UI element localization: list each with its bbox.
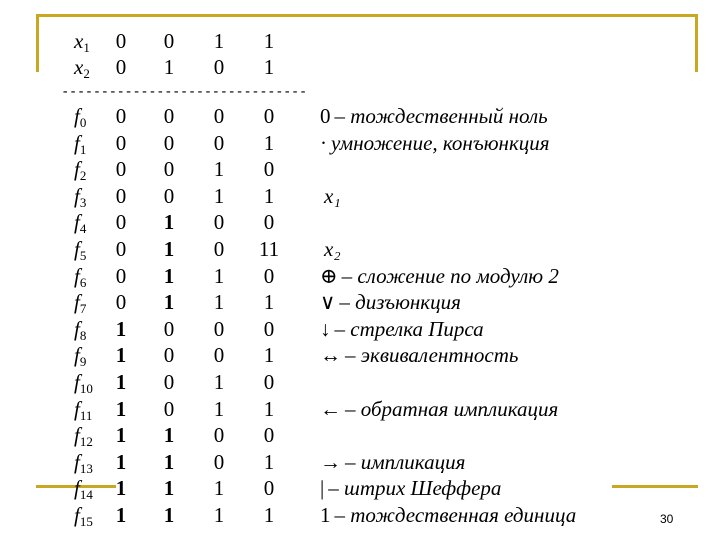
truth-value: 1 [213,370,225,394]
truth-value: 1 [263,290,275,315]
truth-value: 0 [263,104,275,128]
row-label: $f_9$ [74,343,87,370]
operation-symbol: ↓ [320,316,331,341]
truth-value: 0 [263,423,275,448]
truth-value: 0 [263,210,275,235]
truth-value: 1 [163,423,175,448]
function-description [320,130,550,156]
truth-value: 0 [115,55,127,79]
truth-value: 1 [213,183,225,208]
truth-value: 1 [213,29,225,53]
truth-value: 0 [115,183,127,208]
function-description [320,183,341,209]
row-label: $f_7$ [74,290,87,317]
truth-value: 0 [263,263,275,288]
truth-value: 1 [115,370,127,394]
operation-name: – обратная импликация [345,396,559,421]
operation-name: – стрелка Пирса [334,316,484,341]
truth-value: 1 [115,503,127,527]
operation-symbol: ⊕ [320,263,338,288]
truth-value: 1 [163,449,175,474]
row-label: $f_5$ [74,237,87,263]
truth-value: 0 [213,237,225,261]
truth-value: 0 [163,396,175,421]
truth-value: 1 [163,210,175,235]
row-label: $f_3$ [74,183,87,210]
truth-value: 0 [115,290,127,315]
truth-value: 1 [263,29,275,53]
row-label: $x_2$ [74,55,90,81]
truth-value: 1 [263,503,275,527]
truth-value: 0 [163,29,175,53]
truth-value: 0 [163,157,175,182]
operation-name: – тождественная единица [334,503,577,527]
row-label: $f_1$ [74,130,87,157]
operation-name: x₂ [324,237,341,261]
row-label: $x_1$ [74,29,90,55]
truth-value: 11 [258,237,280,261]
truth-value: 0 [163,316,175,341]
truth-value: 0 [163,130,175,155]
row-label: $f_0$ [74,104,87,130]
truth-value: 1 [263,55,275,79]
truth-value: 0 [115,237,127,261]
function-description [320,475,501,501]
truth-value: 1 [213,263,225,288]
row-label: $f_{13}$ [74,449,93,476]
truth-value: 0 [213,104,225,128]
table-separator: ------------------------------- [61,84,307,100]
truth-value: 1 [115,423,127,448]
row-label: $f_2$ [74,157,87,184]
operation-symbol: | [320,476,325,501]
truth-value: 1 [263,396,275,421]
truth-value: 0 [163,183,175,208]
truth-value: 0 [213,210,225,235]
truth-value: 0 [115,29,127,53]
truth-value: 1 [163,290,175,315]
truth-value: 0 [115,130,127,155]
operation-name: – тождественный ноль [334,104,548,128]
operation-name: умножение, конъюнкция [331,130,550,155]
truth-value: 1 [163,237,175,261]
function-description [320,396,558,422]
truth-value: 1 [115,449,127,474]
operation-symbol: ∨ [320,290,336,315]
truth-value: 0 [213,316,225,341]
function-description [320,449,465,475]
truth-value: 0 [115,263,127,288]
truth-value: 0 [213,423,225,448]
truth-value: 0 [213,130,225,155]
function-description [320,342,518,368]
row-label: $f_8$ [74,316,87,343]
row-label: $f_{15}$ [74,503,93,529]
truth-value: 1 [263,343,275,368]
operation-name: – импликация [345,449,466,474]
truth-value: 1 [163,263,175,288]
truth-value: 0 [115,104,127,128]
function-description [320,502,576,528]
row-label: $f_{12}$ [74,423,93,450]
row-label: $f_{14}$ [74,476,93,503]
truth-value: 1 [115,343,127,368]
page-number: 30 [660,512,674,526]
truth-value: 0 [213,449,225,474]
operation-symbol: · [320,130,327,155]
truth-value: 0 [213,343,225,368]
truth-value: 1 [163,503,175,527]
operation-name: x₁ [324,183,341,208]
truth-value: 1 [263,449,275,474]
truth-value: 0 [213,55,225,79]
truth-value: 1 [263,183,275,208]
truth-value: 0 [163,370,175,394]
truth-value: 1 [263,130,275,155]
function-description [320,103,548,129]
operation-symbol: ← [320,396,341,421]
truth-value: 0 [115,210,127,235]
operation-symbol: ↔ [320,343,341,368]
row-label: $f_{11}$ [74,396,93,423]
truth-value: 1 [213,157,225,182]
operation-name: – сложение по модулю 2 [341,263,559,288]
truth-value: 1 [115,396,127,421]
row-label: $f_4$ [74,210,87,237]
truth-value: 0 [115,157,127,182]
operation-symbol: → [320,449,341,474]
operation-symbol: 0 [320,104,331,128]
operation-name: – дизъюнкция [339,290,461,315]
truth-value: 0 [263,476,275,501]
operation-name: – эквивалентность [345,343,519,368]
operation-symbol: 1 [320,503,331,527]
function-description [320,289,461,315]
truth-value: 0 [263,370,275,394]
function-description [320,236,341,262]
truth-value: 0 [263,157,275,182]
row-label: $f_{10}$ [74,370,93,396]
function-description [320,316,484,342]
truth-value: 1 [115,316,127,341]
truth-value: 1 [213,290,225,315]
truth-value: 0 [163,343,175,368]
truth-value: 1 [213,396,225,421]
row-label: $f_6$ [74,263,87,290]
function-description [320,263,559,289]
truth-value: 0 [163,104,175,128]
truth-value: 1 [213,476,225,501]
truth-value: 1 [213,503,225,527]
operation-name: – штрих Шеффера [328,476,502,501]
truth-value: 0 [263,316,275,341]
truth-value: 1 [115,476,127,501]
truth-value: 1 [163,476,175,501]
truth-value: 1 [163,55,175,79]
